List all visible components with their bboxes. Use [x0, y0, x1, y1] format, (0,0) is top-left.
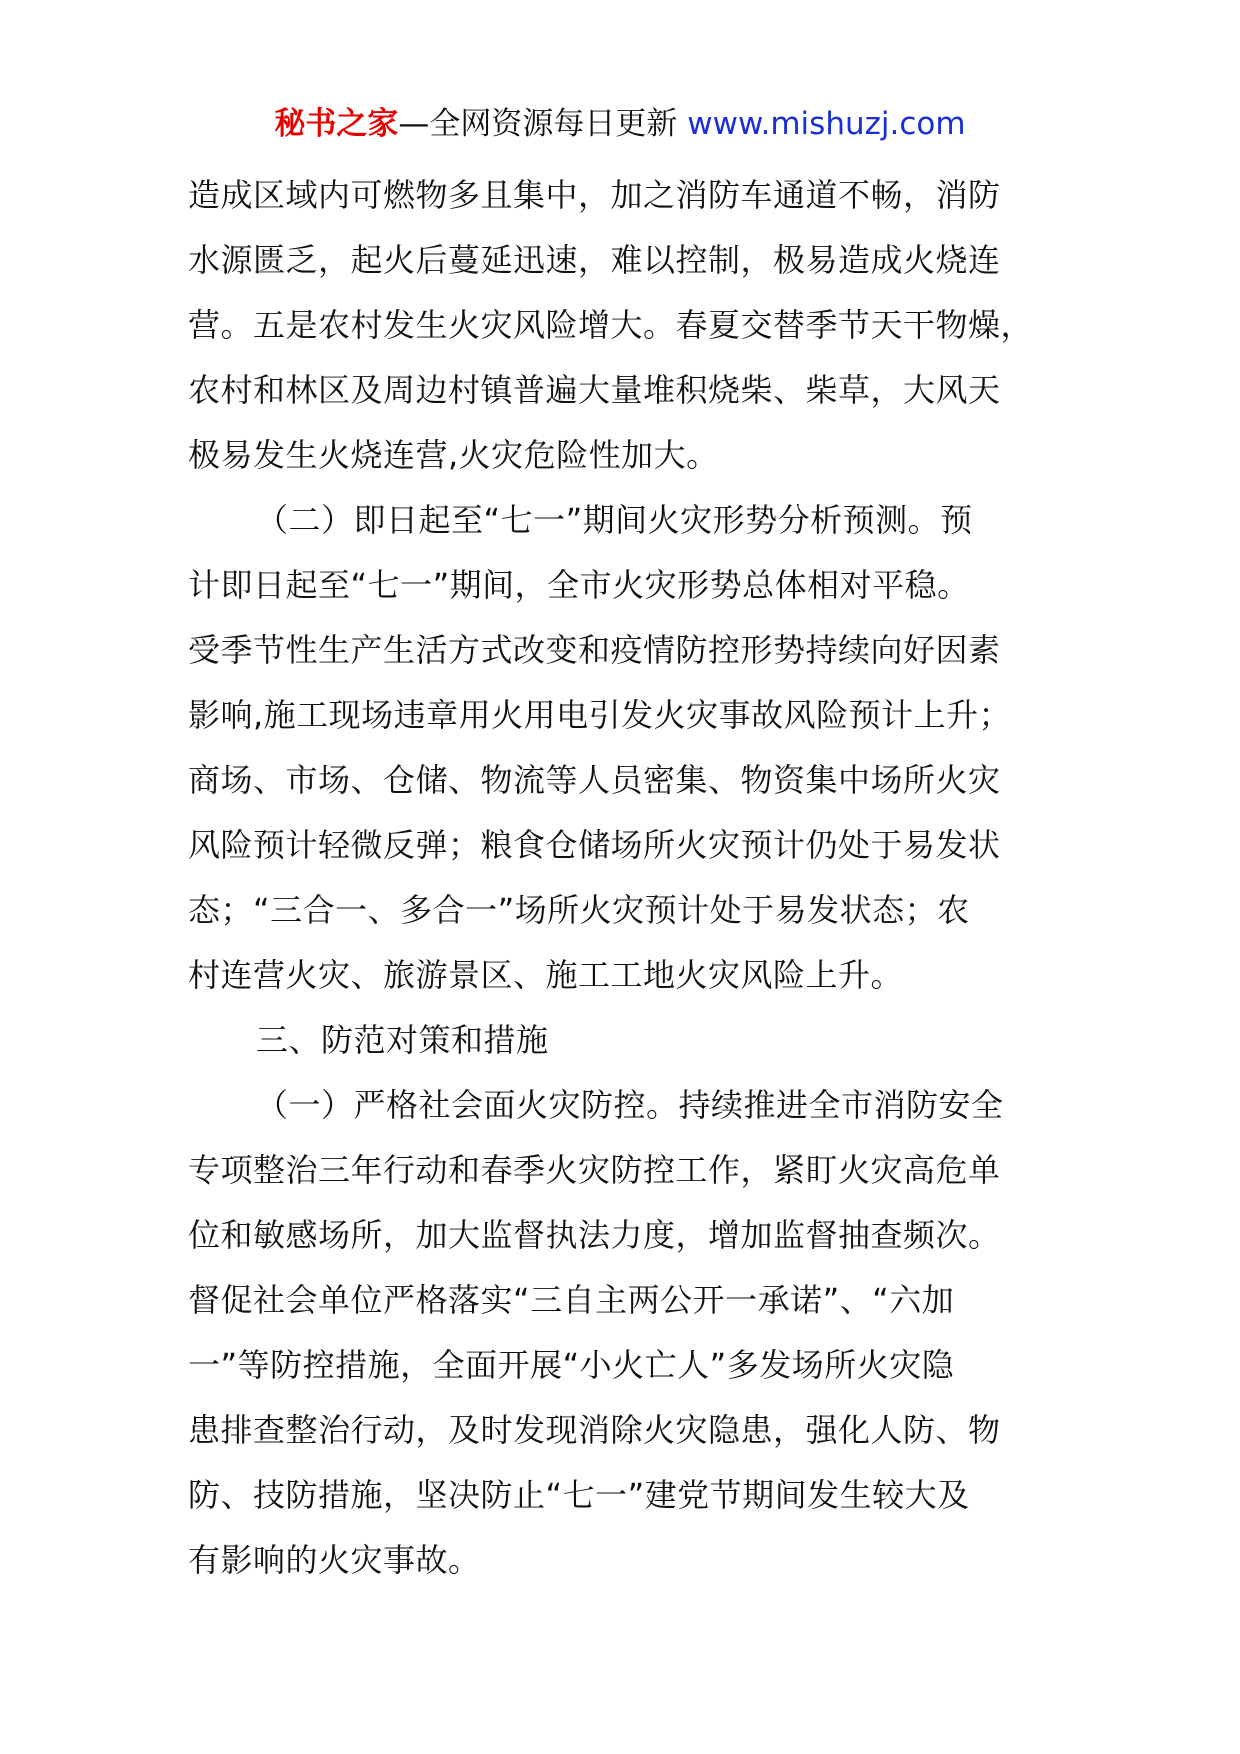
text-line: 风险预计轻微反弹；粮食仓储场所火灾预计仍处于易发状 — [188, 826, 1001, 864]
text-line: 一”等防控措施，全面开展“小火亡人”多发场所火灾隐 — [188, 1346, 955, 1384]
header-brand: 秘书之家 — [274, 106, 399, 142]
text-line: 极易发生火烧连营,火灾危险性加大。 — [188, 436, 719, 474]
text-line: 造成区域内可燃物多且集中，加之消防车通道不畅，消防 — [188, 176, 1001, 214]
text-line: 营。五是农村发生火灾风险增大。春夏交替季节天干物燥， — [188, 306, 1034, 344]
subsection-heading-1: （一）严格社会面火灾防控。持续推进全市消防安全 — [256, 1086, 1004, 1124]
text-line: 受季节性生产生活方式改变和疫情防控形势持续向好因素 — [188, 631, 1001, 669]
header-tagline: —全网资源每日更新 — [398, 106, 688, 142]
header-url-link[interactable]: www.mishuzj.com — [687, 106, 966, 142]
text-line: 影响,施工现场违章用火用电引发火灾事故风险预计上升； — [188, 696, 1012, 734]
text-line: 态；“三合一、多合一”场所火灾预计处于易发状态；农 — [188, 891, 970, 929]
section-heading-2: （二）即日起至“七一”期间火灾形势分析预测。预 — [256, 501, 973, 539]
text-line: 督促社会单位严格落实“三自主两公开一承诺”、“六加 — [188, 1281, 955, 1319]
text-line: 有影响的火灾事故。 — [188, 1541, 481, 1579]
document-body — [188, 163, 1068, 1593]
text-line: 商场、市场、仓储、物流等人员密集、物资集中场所火灾 — [188, 761, 1001, 799]
page-header — [0, 104, 1240, 144]
text-line: 专项整治三年行动和春季火灾防控工作，紧盯火灾高危单 — [188, 1151, 1001, 1189]
text-line: 农村和林区及周边村镇普遍大量堆积烧柴、柴草，大风天 — [188, 371, 1001, 409]
text-line: 位和敏感场所，加大监督执法力度，增加监督抽查频次。 — [188, 1216, 1001, 1254]
text-line: 水源匮乏，起火后蔓延迅速，难以控制，极易造成火烧连 — [188, 241, 1001, 279]
text-line: 防、技防措施，坚决防止“七一”建党节期间发生较大及 — [188, 1476, 970, 1514]
text-line: 计即日起至“七一”期间，全市火灾形势总体相对平稳。 — [188, 566, 970, 604]
text-line: 患排查整治行动，及时发现消除火灾隐患，强化人防、物 — [188, 1411, 1001, 1449]
text-line: 村连营火灾、旅游景区、施工工地火灾风险上升。 — [188, 956, 904, 994]
section-heading-3: 三、防范对策和措施 — [256, 1021, 549, 1059]
